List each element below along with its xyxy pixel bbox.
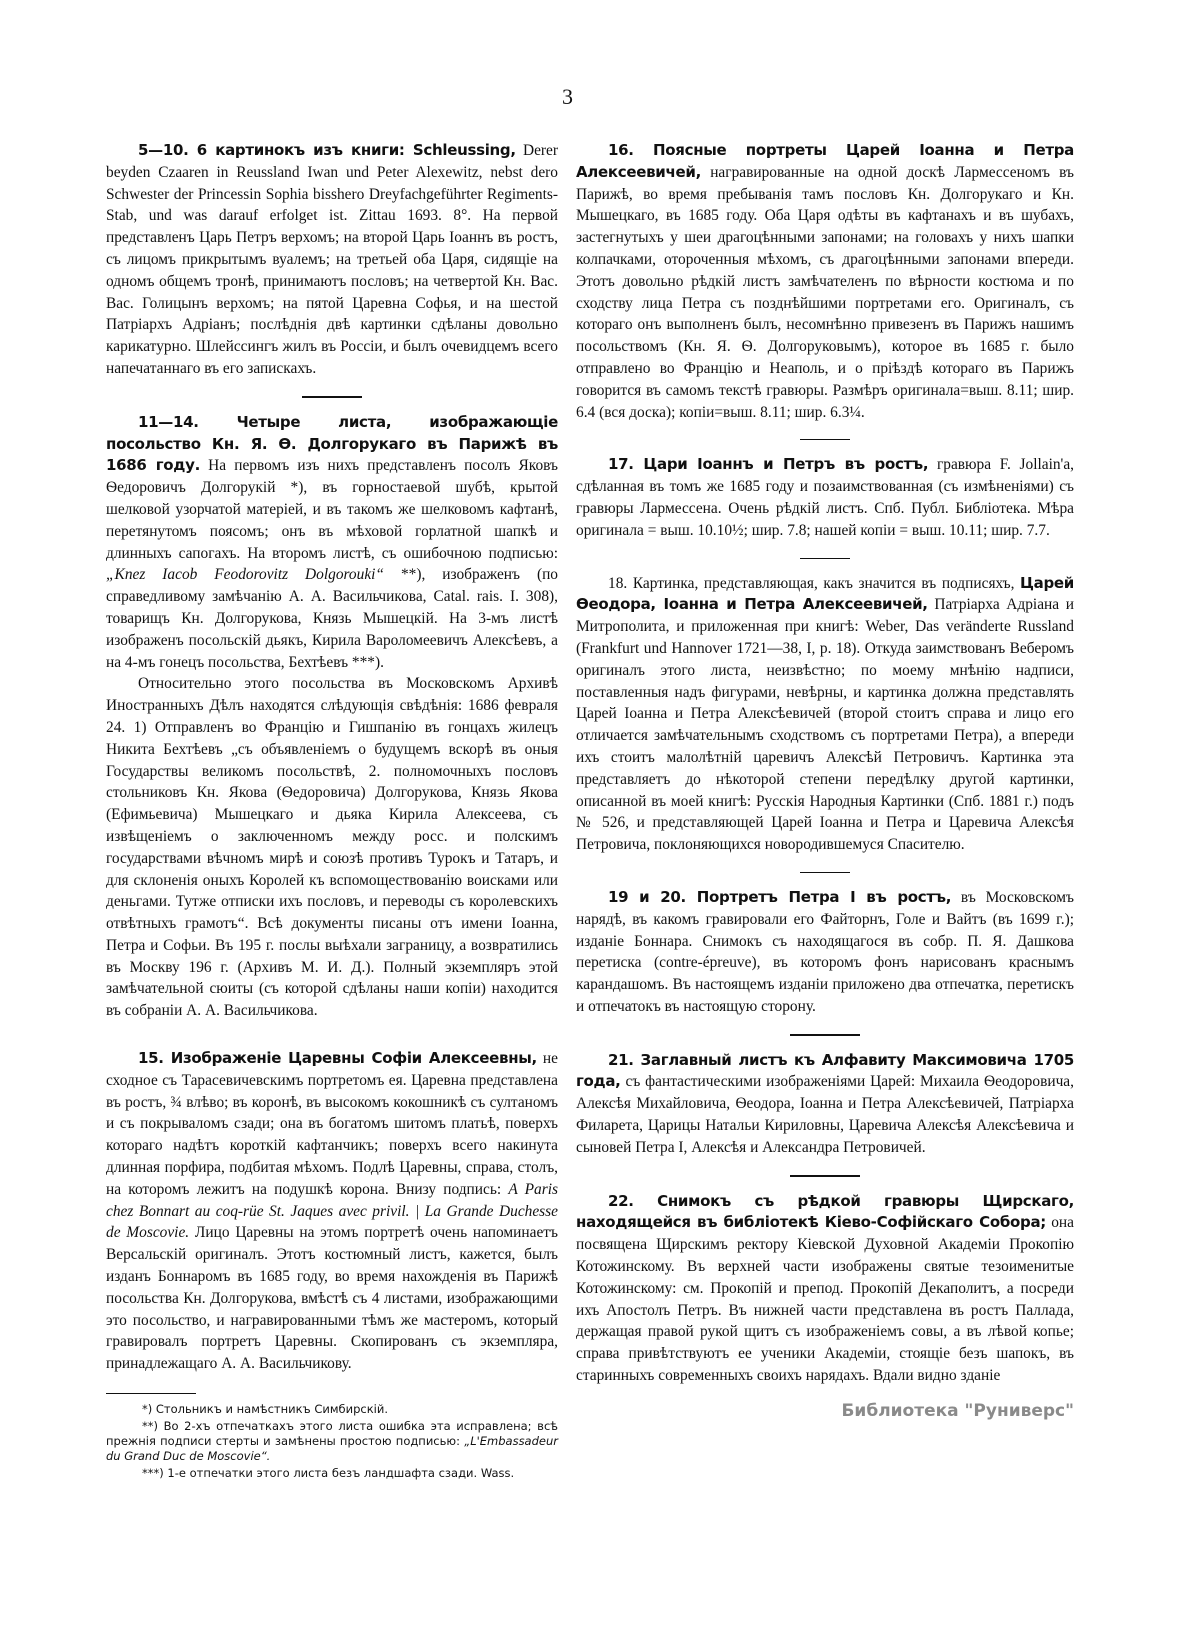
entry-22 (576, 1191, 1074, 1387)
entry-text: **), изображенъ (по справедливому замѣчанію А. А. Васильчикова, Catal. rais. I. 308), товарищъ Кн. Долгорукова, Князь Мышецкій. На 3-мъ листѣ изображенъ посольскій дьякъ, Кирила Вароломеевичъ Алексѣевъ, а на 4-мъ гонецъ посольства, Бехтѣевъ ***). (106, 566, 559, 671)
library-watermark: Библиотека "Руниверс" (841, 1400, 1074, 1421)
entry-italic: „Knez Iacob Feodorovitz Dolgorouki“ (106, 566, 384, 584)
entry-text: Относительно этого посольства въ Московскомъ Архивѣ Иностранныхъ Дѣлъ находятся слѣдующія свѣдѣнія: 1686 февраля 24. 1) Отправленъ во Францію и Гишпанію въ гонцахъ жилецъ Никита Бехтѣевъ „съ объявленіемъ о будущемъ вскорѣ въ оныя Государствы великомъ посольствѣ, 2. полномочныхъ пословъ стольниковъ Кн. Якова (Ѳедоровича) Долгорукова, Князь Якова (Ефимьевича) Мышецкаго и дьяка Кирила Алексеева, съ извѣщеніемъ о заключенномъ между росс. и полскимъ государствами вѣчномъ мирѣ и союзѣ противъ Турокъ и Татаръ, и для склоненія оныхъ Королей къ вспомоществованію воисками или деньгами. Тутже отписки ихъ пословъ, и переводы съ королевскихъ отвѣтныхъ грамотъ“. Всѣ документы писаны отъ имени Іоанна, Петра и Софьи. Въ 195 г. послы выѣхали заграницу, а возвратились въ Москву 196 г. (Архивъ М. И. Д.). Полный экземпляръ этой замѣчательной сюиты (съ которой сдѣланы наши копіи) находится въ собраніи А. А. Васильчикова. (106, 675, 558, 1020)
page-number: 3 (562, 84, 573, 109)
entry-italic: A Paris chez Bonnart au coq-rüe St. Jaques avec privil. | La Grande Duchesse de Moscovie. (106, 1180, 558, 1242)
entry-text: съ фантастическими изображеніями Царей: Михаила Ѳеодоровича, Алексѣя Михайловича, Ѳеодора, Іоанна и Петра Алексѣевичей, Патріарха Филарета, Царицы Натальи Кириловны, Царевича Алексѣя Алексѣевича и сыновей Петра I, Алексѣя и Александра Петровичей. (576, 1073, 1074, 1156)
entry-text: награвированные на одной доскѣ Лармессеномъ въ Парижѣ, во время пребыванія тамъ пословъ Кн. Долгорукаго и Кн. Мышецкаго, въ 1685 году. Оба Царя одѣты въ кафтанахъ и въ шубахъ, застегнутыхъ у шеи драгоцѣнными запонами; на головахъ у нихъ шапки колпачками, отороченныя мѣхомъ, съ драгоцѣнными запонами впереди. Этотъ довольно рѣдкій листъ замѣчателенъ по вѣрности костюма и по сходству лица Петра съ позднѣйшими портретами его. Оригиналъ, съ котораго онъ выполненъ былъ, несомнѣнно привезенъ въ Парижъ нашимъ посольствомъ (Кн. Я. Ѳ. Долгоруковымъ), которое въ 1685 г. было отправлено во Францію и Неаполь, и о пріѣздѣ котораго въ Парижъ говорится въ самомъ текстѣ гравюры. Размѣръ оригинала=выш. 8.11; шир. 6.4 (вся доска); копіи=выш. 8.11; шир. 6.3¼. (576, 163, 1074, 421)
footnote-3: ***) 1-е отпечатки этого листа безъ ландшафта сзади. Wass. (142, 1466, 515, 1481)
embassy-archive-note (106, 673, 558, 1022)
entry-19-20 (576, 887, 1074, 1018)
entry-text: Derer beyden Czaaren in Reussland Iwan und Peter Alexewitz, nebst dero Schwester der Princessin Sophia bisshero Dreyfachgeführter Regiments-Stab, und was darauf erfolget ist. Zittau 1693. 8°. На первой представленъ Царь Петръ верхомъ; на второй Царь Іоаннъ въ ростъ, съ лицомъ прикрытымъ вуалемъ; на третьей оба Царя, сидящіе на одномъ общемъ тронѣ, принимаютъ пословъ; на четвертой Кн. Вас. Вас. Голицынъ верхомъ; на пятой Царевна Софья, и на шестой Патріархъ Адріанъ; послѣднія двѣ картинки сдѣланы довольно карикатурно. Шлейссингъ жилъ въ Россіи, и былъ очевидцемъ всего напечатаннаго въ его запискахъ. (106, 142, 558, 377)
footnote-1: *) Стольникъ и намѣстникъ Симбирскій. (142, 1402, 388, 1417)
entry-heading: 22. Снимокъ съ рѣдкой гравюры Щирскаго, находящейся въ библіотекѣ Кіево-Софійскаго Собора; (576, 1191, 1074, 1232)
entry-heading: 16. Поясные портреты Царей Іоанна и Петра Алексеевичей, (576, 141, 1074, 181)
entry-text: гравюра F. Jollain'a, сдѣланная въ томъ же 1685 году и позаимствованная (съ измѣненіями) съ гравюры Лармессена. Очень рѣдкій листъ. Спб. Публ. Библіотека. Мѣра оригинала = выш. 10.10½; шир. 7.8; нашей копіи = выш. 10.11; шир. 7.7. (576, 456, 1074, 539)
entry-heading: Царей Ѳеодора, Іоанна и Петра Алексеевичей, (576, 573, 1074, 614)
entry-21 (576, 1050, 1074, 1159)
entry-heading: 21. Заглавный листъ къ Алфавиту Максимовича 1705 года, (576, 1050, 1074, 1091)
footnote-divider (106, 1393, 196, 1394)
entry-17 (576, 454, 1074, 541)
entry-text: Лицо Царевны на этомъ портретѣ очень напоминаетъ Версальскій оригиналъ. Этотъ костюмный листъ, кажется, былъ изданъ Боннаромъ въ 1685 году, во время нахожденія въ Парижѣ посольства Кн. Долгорукова, вмѣстѣ съ 4 листами, изображающими это посольство, и награвированными тѣмъ же мастеромъ, который гравировалъ портретъ Царевны. Скопированъ съ экземпляра, принадлежащаго А. А. Васильчикову. (106, 1224, 558, 1373)
entry-text: въ Московскомъ нарядѣ, въ какомъ гравировали его Файторнъ, Голе и Вайтъ (въ 1699 г.); изданіе Боннара. Снимокъ съ находящагося въ собр. П. Я. Дашкова перетиска (contre-épreuve), въ которомъ фонъ нарисованъ краснымъ карандашомъ. Въ настоящемъ изданіи приложено два отпечатка, перетискъ и отпечатокъ въ настоящую сторону. (576, 888, 1074, 1015)
entry-text: На первомъ изъ нихъ представленъ посолъ Яковъ Ѳедоровичъ Долгорукій *), въ горностаевой шубѣ, крытой шелковой узорчатой матеріей, и въ такомъ же шелковомъ кафтанѣ, перетянутомъ поясомъ; онъ въ мѣховой горлатной шапкѣ и длинныхъ сапогахъ. На второмъ листѣ, съ ошибочною подписью: (106, 457, 559, 562)
entry-heading: 19 и 20. Портретъ Петра I въ ростъ, (608, 887, 952, 906)
entry-text: Патріарха Адріана и Митрополита, и приложенная при книгѣ: Weber, Das veränderte Russland (Frankfurt und Hannover 1721—38, I, p. 18). Откуда заимствованъ Веберомъ оригиналъ этого листа, неизвѣстно; по моему мнѣнію надписи, поставленныя надъ фигурами, невѣрны, и картинка должна представлять Царей Іоанна и Петра Алексѣевичей (второй стоитъ справа и лицо его отличается замѣчательнымъ сходствомъ съ портретами Петра), а впереди ихъ стоитъ малолѣтній царевичъ Алексѣй Петровичъ. Картинка эта представляетъ до нѣкоторой степени передѣлку другой картинки, описанной въ моей книгѣ: Русскія Народныя Картинки (Спб. 1881 г.) подъ № 526, и представляющей Царей Іоанна и Петра и Царевича Алексѣя Петровича, поклоняющихся новородившемуся Спасителю. (576, 596, 1074, 854)
footnote-text: **) Во 2-хъ отпечаткахъ этого листа ошибка эта исправлена; всѣ прежнія подписи стерты и замѣнены простою подписью: (106, 1419, 558, 1449)
entry-heading: 5—10. 6 картинокъ изъ книги: Schleussing, (138, 141, 516, 159)
left-column (106, 140, 558, 1483)
divider (800, 439, 850, 440)
right-column (576, 140, 1074, 1421)
divider (800, 558, 850, 559)
entry-15 (106, 1048, 558, 1375)
entry-heading: 15. Изображеніе Царевны Софіи Алексеевны, (138, 1049, 537, 1068)
entry-16 (576, 140, 1074, 423)
entry-text: 18. Картинка, представляющая, какъ значится въ подписяхъ, (608, 574, 1021, 592)
entry-18 (576, 573, 1074, 856)
divider (302, 396, 362, 398)
footnote-2 (106, 1419, 558, 1464)
entry-text: не сходное съ Тарасевичевскимъ портретомъ ея. Царевна представлена въ ростъ, ¾ влѣво; въ коронѣ, въ высокомъ кокошникѣ съ султаномъ и съ покрываломъ сзади; она въ богатомъ шитомъ платьѣ, поверхъ котораго надѣтъ короткій кафтанчикъ; поверхъ всего накинута длинная порфира, подбитая мѣхомъ. Подлѣ Царевны, справа, столъ, на которомъ лежитъ на подушкѣ корона. Внизу подпись: (106, 1050, 558, 1198)
entry-5-10 (106, 140, 558, 380)
footnote-italic: „L'Embassadeur du Grand Duc de Moscovie“. (106, 1434, 558, 1464)
entry-11-14 (106, 412, 558, 674)
divider (790, 1034, 860, 1036)
divider (800, 872, 850, 873)
entry-text: она посвящена Щирскимъ ректору Кіевской Духовной Академіи Прокопію Котожинскому. Въ верхней части изображены святые тезоименитые Котожинскому: см. Прокопій и препод. Прокопій Декаполитъ, а посреди ихъ Апостолъ Петръ. Въ нижней части представлена въ ростъ Паллада, держащая правой рукой щитъ съ изображеніемъ совы, а въ лѣвой копье; справа привѣтствуютъ ее ученики Академіи, стоящіе безъ шапокъ, въ старинныхъ современныхъ своихъ нарядахъ. Вдали видно зданіе (576, 1214, 1074, 1385)
spacer (106, 1022, 558, 1048)
entry-heading: 17. Цари Іоаннъ и Петръ въ ростъ, (608, 455, 929, 474)
entry-heading: 11—14. Четыре листа, изображающіе посольство Кн. Я. Ѳ. Долгорукаго въ Парижѣ въ 1686 году. (106, 412, 558, 475)
divider (790, 1175, 860, 1177)
